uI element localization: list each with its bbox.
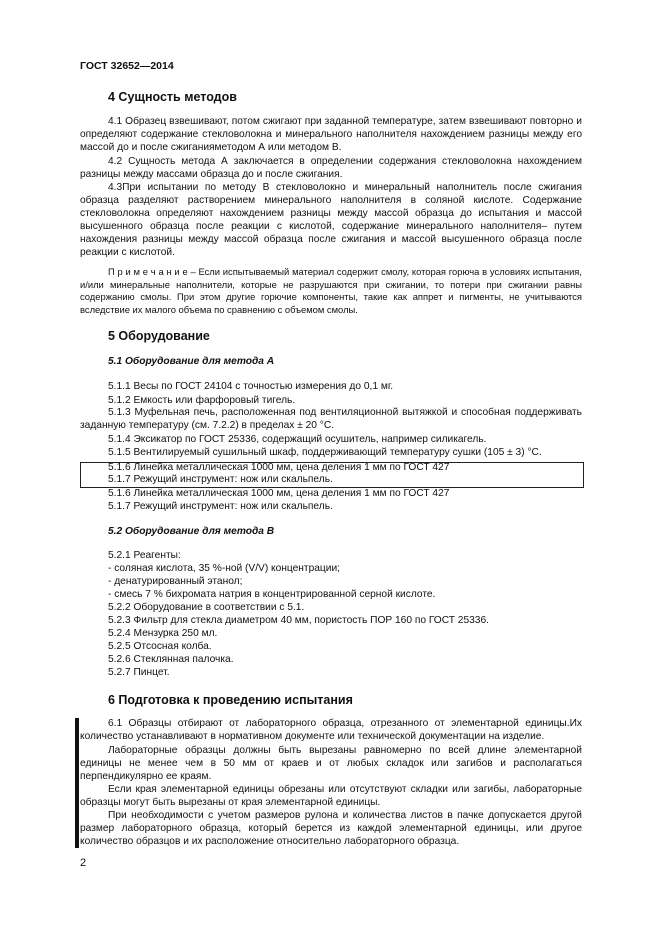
page-number: 2 [80,857,87,869]
section-4-title: 4 Сущность методов [108,90,237,104]
item-5-1-3: 5.1.3 Муфельная печь, расположенная под вентиляционной вытяжкой и способная поддерживать заданную температуру (см. 7.2.2) в пределах ± 20 °С. [80,407,582,431]
section-5-title: 5 Оборудование [108,329,210,343]
item-5-2-7: 5.2.7 Пинцет. [108,667,170,678]
item-5-2-3: 5.2.3 Фильтр для стекла диаметром 40 мм, пористость ПОР 160 по ГОСТ 25336. [108,615,489,626]
paragraph-4-2: 4.2 Сущность метода А заключается в определении содержания стекловолокна нахождением разницы между массами образца до и после сжигания. [80,156,582,180]
item-5-2-4: 5.2.4 Мензурка 250 мл. [108,628,218,639]
paragraph-6-1-c: Если края элементарной единицы обрезаны или отсутствуют складки или загибы, лабораторные образцы могут быть вырезаны от края элементарной единицы. [80,784,582,808]
paragraph-6-1: 6.1 Образцы отбирают от лабораторного образца, отрезанного от элементарной единицы.Их количество устанавливают в нормативном документе или технической документации на изделие. [80,718,582,742]
item-5-2-1-c: - смесь 7 % бихромата натрия в концентрированной серной кислоте. [108,589,436,600]
section-6-title: 6 Подготовка к проведению испытания [108,693,353,707]
item-5-1-2: 5.1.2 Емкость или фарфоровый тигель. [108,395,296,406]
paragraph-4-1: 4.1 Образец взвешивают, потом сжигают при заданной температуре, затем взвешивают повторно и определяют содержание стекловолокна и минерального наполнителя нахождением разницы между его массой до и после сжиганияметодом А или методом В. [80,116,582,153]
item-5-2-5: 5.2.5 Отсосная колба. [108,641,212,652]
item-5-2-6: 5.2.6 Стеклянная палочка. [108,654,234,665]
item-5-2-1-a: - соляная кислота, 35 %-ной (V/V) концентрации; [108,563,340,574]
item-5-1-5: 5.1.5 Вентилируемый сушильный шкаф, поддерживающий температуру сушки (105 ± 3) °С. [108,447,542,458]
item-5-1-6: 5.1.6 Линейка металлическая 1000 мм, цена деления 1 мм по ГОСТ 427 [108,488,450,499]
paragraph-6-1-b: Лабораторные образцы должны быть вырезаны равномерно по всей длине элементарной единицы не менее чем в 50 мм от краев и от любых складок или загибов и располагаться перпендикулярно ее краям. [80,745,582,782]
paragraph-4-3: 4.3При испытании по методу В стекловолокно и минеральный наполнитель после сжигания образца разделяют растворением минерального наполнителя в соляной кислоте. Содержание стекловолокна определяют нахождением разницы между массой образца до испытания и массой высушенного образца после реакции с кислотой, содержание минерального наполнителя– путем нахождения разницы между массой образца после сжигания и массой высушенного образца после реакции с кислотой. [80,182,582,258]
item-5-1-7-boxed: 5.1.7 Режущий инструмент: нож или скальпель. [108,474,333,485]
item-5-2-1: 5.2.1 Реагенты: [108,550,181,561]
subsection-5-2-title: 5.2 Оборудование для метода В [108,526,275,537]
item-5-2-1-b: - денатурированный этанол; [108,576,243,587]
item-5-1-6-boxed: 5.1.6 Линейка металлическая 1000 мм, цена деления 1 мм по ГОСТ 427 [108,462,450,473]
subsection-5-1-title: 5.1 Оборудование для метода А [108,356,275,367]
item-5-1-1: 5.1.1 Весы по ГОСТ 24104 с точностью измерения до 0,1 мг. [108,381,394,392]
item-5-2-2: 5.2.2 Оборудование в соответствии с 5.1. [108,602,305,613]
paragraph-6-1-d: При необходимости с учетом размеров рулона и количества листов в пачке допускается другой размер лабораторного образца, который берется из каждой элементарной единицы, или другое количество образцов и их расположение относительно лабораторного образца. [80,810,582,847]
revision-bar [75,718,79,848]
item-5-1-7: 5.1.7 Режущий инструмент: нож или скальпель. [108,501,333,512]
item-5-1-4: 5.1.4 Эксикатор по ГОСТ 25336, содержащий осушитель, например силикагель. [108,434,487,445]
document-header: ГОСТ 32652—2014 [80,60,174,72]
note-4: П р и м е ч а н и е – Если испытываемый материал содержит смолу, которая горюча в условиях испытания, и/или минеральные наполнители, которые не разрушаются при сжигании, то потери при сжигании равны содержанию смолы. При этом другие горючие компоненты, такие как аппрет и пигменты, не учитываются вследствие их малого объема по сравнению с объемом смолы. [80,266,582,315]
